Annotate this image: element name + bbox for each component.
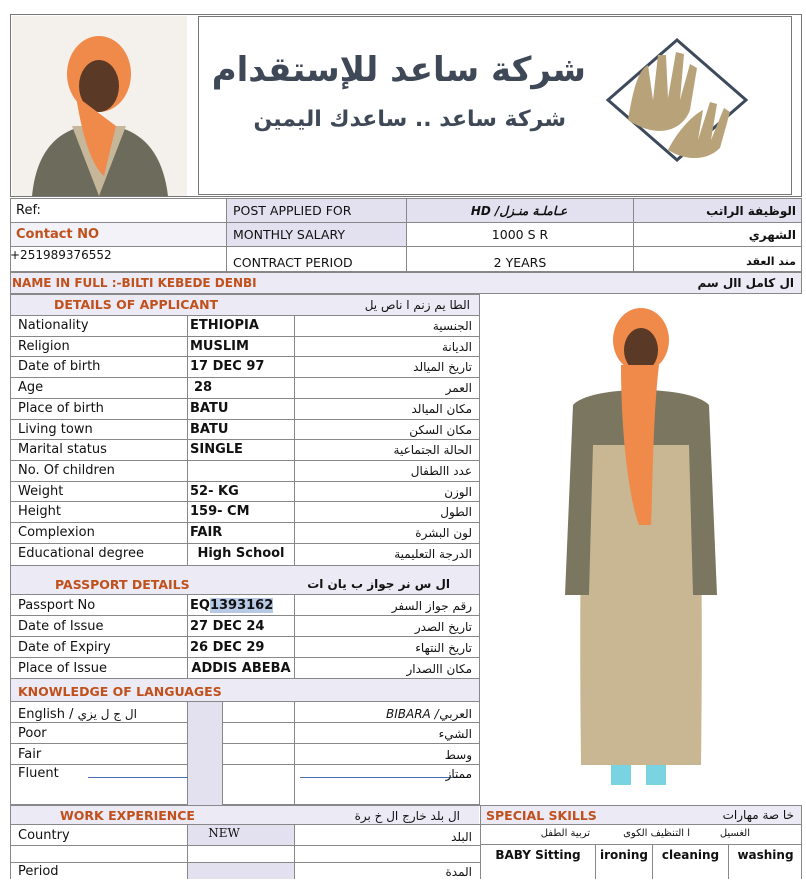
period-ar: المدة: [445, 865, 472, 879]
skill-baby-sitting: BABY Sitting: [495, 848, 581, 862]
country-label: Country: [18, 828, 70, 843]
detail-label: Religion: [18, 339, 70, 354]
passport-no-digits: 1393162: [209, 598, 274, 613]
passport-no-prefix: EQ: [190, 598, 210, 613]
detail-label-ar: العمر: [445, 381, 472, 395]
detail-value: 159- CM: [190, 504, 250, 519]
passport-heading: PASSPORT DETAILS: [55, 577, 190, 592]
detail-label-ar: تاريخ الميالد: [413, 360, 472, 374]
issue-place-label: Place of Issue: [18, 661, 107, 676]
contact-value: +251989376552: [10, 248, 112, 262]
detail-label-ar: الجنسية: [432, 319, 472, 333]
expiry-date-ar: تاريخ النتهاء: [415, 641, 472, 655]
period-label: Period: [18, 864, 59, 879]
skills-heading-ar: خا صة مهارات: [722, 808, 794, 822]
languages-heading: KNOWLEDGE OF LANGUAGES: [18, 684, 222, 699]
skill-ironing: ironing: [599, 848, 649, 862]
fair-ar: وسط: [444, 748, 472, 762]
country-ar: البلد: [451, 830, 472, 844]
issue-date-label: Date of Issue: [18, 619, 104, 634]
hands-logo-icon: [598, 30, 756, 170]
detail-label-ar: الديانة: [441, 340, 472, 354]
detail-label: Nationality: [18, 318, 89, 333]
detail-label-ar: عدد االطفال: [410, 464, 472, 478]
detail-value: 17 DEC 97: [190, 359, 265, 374]
passport-no-value: [190, 598, 273, 614]
detail-label-ar: الوزن: [444, 485, 472, 499]
issue-place-value: ADDIS ABEBA: [191, 661, 291, 676]
details-heading: DETAILS OF APPLICANT: [54, 297, 219, 312]
detail-label: Date of birth: [18, 359, 101, 374]
detail-label: Place of birth: [18, 401, 104, 416]
detail-label: Height: [18, 504, 61, 519]
detail-value: 52- KG: [190, 484, 239, 499]
full-name: NAME IN FULL :-BILTI KEBEDE DENBI: [12, 276, 257, 290]
salary-label: MONTHLY SALARY: [233, 227, 345, 242]
passport-no-label: Passport No: [18, 598, 96, 613]
company-title: شركة ساعد للإستقدام: [211, 50, 586, 90]
detail-value: High School: [197, 546, 285, 561]
post-ar: الوظيفة الراتب: [706, 204, 796, 218]
issue-date-value: 27 DEC 24: [190, 619, 265, 634]
detail-label-ar: الطول: [440, 505, 472, 519]
fair-label: Fair: [18, 747, 42, 762]
work-heading-ar: ال بلد خارج ال خ برة: [354, 809, 460, 823]
detail-value: ETHIOPIA: [190, 318, 259, 333]
skill-washing: washing: [737, 848, 794, 862]
detail-value: 28: [194, 380, 213, 395]
detail-label-ar: مكان السكن: [409, 423, 472, 437]
work-heading: WORK EXPERIENCE: [60, 808, 195, 823]
contract-ar: مند العقد: [746, 255, 796, 268]
english-label-en: English /: [18, 707, 74, 722]
salary-ar: الشهري: [748, 228, 796, 242]
fluent-label: Fluent: [18, 766, 59, 781]
detail-value: FAIR: [190, 525, 223, 540]
detail-label: Age: [18, 380, 44, 395]
full-name-ar: ال كامل اال سم: [697, 276, 794, 290]
skill-cleaning: cleaning: [661, 848, 720, 862]
detail-label-ar: مكان الميالد: [411, 402, 472, 416]
skills-heading: SPECIAL SKILLS: [486, 808, 597, 823]
detail-label: No. Of children: [18, 463, 115, 478]
detail-value: SINGLE: [190, 442, 243, 457]
issue-date-ar: تاريخ الصدر: [414, 620, 472, 634]
post-value: عـاملـة منـزل/ HD: [470, 204, 568, 218]
detail-label: Marital status: [18, 442, 107, 457]
expiry-date-label: Date of Expiry: [18, 640, 111, 655]
detail-value: BATU: [190, 401, 229, 416]
expiry-date-value: 26 DEC 29: [190, 640, 265, 655]
details-heading-ar: الطا يم زنم ا ناص يل: [364, 298, 470, 312]
detail-value: BATU: [190, 422, 229, 437]
contract-label: CONTRACT PERIOD: [233, 255, 353, 270]
english-label-ar: ال ج ل يزي: [77, 707, 137, 721]
passport-heading-ar: ال س نر جواز ب يان ات: [307, 577, 450, 591]
detail-label: Complexion: [18, 525, 95, 540]
arabic-value: BIBARA /: [386, 707, 439, 721]
ref-label: Ref:: [16, 203, 41, 218]
detail-label-ar: لون البشرة: [415, 526, 472, 540]
contract-value: 2 YEARS: [493, 255, 547, 270]
contact-label: Contact NO: [16, 227, 100, 242]
english-label: [18, 706, 137, 723]
passport-no-ar: رقم جواز السفر: [391, 599, 472, 613]
applicant-portrait-photo: [12, 16, 187, 196]
poor-ar: الشيء: [438, 727, 472, 741]
applicant-full-photo: [481, 295, 801, 804]
skill-ar-1: الغسيل: [719, 828, 750, 839]
detail-label: Educational degree: [18, 546, 144, 561]
country-value: NEW: [208, 826, 240, 840]
detail-label: Weight: [18, 484, 64, 499]
post-label: POST APPLIED FOR: [233, 203, 352, 218]
detail-label-ar: الحالة الجتماعية: [393, 443, 472, 457]
fluent-ar: ممتاز: [445, 767, 472, 781]
detail-label: Living town: [18, 422, 93, 437]
company-subtitle: شركة ساعد .. ساعدك اليمين: [253, 107, 566, 132]
detail-value: MUSLIM: [190, 339, 249, 354]
poor-label: Poor: [18, 726, 47, 741]
skill-ar-2: ا التنظيف الكوى: [623, 828, 690, 839]
skill-ar-3: تربية الطفل: [540, 828, 590, 839]
arabic-ar: العربي: [439, 707, 472, 721]
detail-label-ar: الدرجة التعليمية: [394, 547, 472, 561]
salary-value: 1000 S R: [491, 227, 549, 242]
issue-place-ar: مكان االصدار: [406, 662, 472, 676]
